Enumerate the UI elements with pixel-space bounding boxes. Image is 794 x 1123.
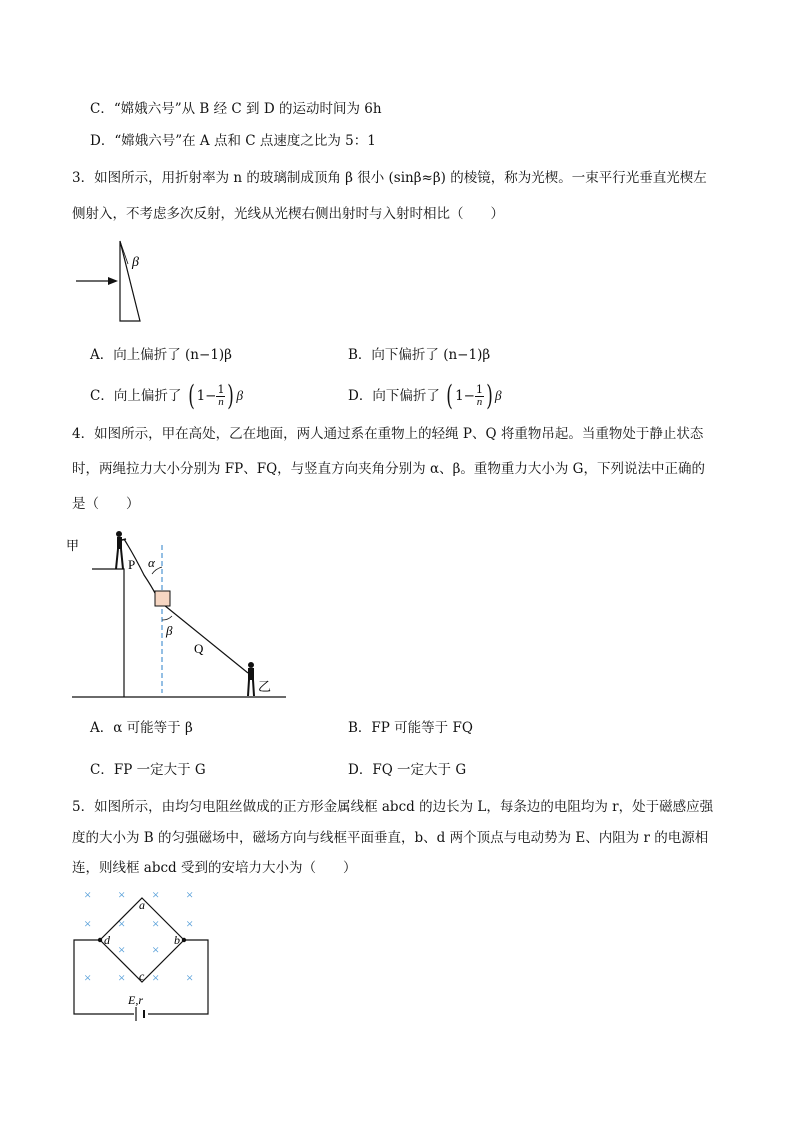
label-q: Q — [194, 641, 204, 656]
q3-stem-line1: 3．如图所示，用折射率为 n 的玻璃制成顶角 β 很小 (sinβ≈β) 的棱镜，称为光楔。一束平行光垂直光楔左 — [72, 170, 707, 186]
q4-option-a[interactable]: A．α 可能等于 β — [90, 720, 193, 736]
svg-text:×: × — [84, 970, 92, 985]
paren-left: ( — [187, 379, 195, 412]
label-yi: 乙 — [258, 679, 272, 694]
vertex-helper-line — [120, 241, 128, 264]
q4-rope-figure — [66, 525, 292, 703]
q3-option-d-prefix: D．向下偏折了 — [348, 388, 440, 404]
rope-q — [164, 605, 248, 673]
svg-text:×: × — [152, 942, 160, 957]
label-beta: β — [166, 623, 173, 638]
svg-text:×: × — [118, 970, 126, 985]
q3-stem-line2: 侧射入，不考虑多次反射，光线从光楔右侧出射时与入射时相比（ ） — [72, 206, 504, 222]
paren-left: ( — [446, 379, 453, 412]
label-source-er: E,r — [128, 993, 143, 1007]
svg-text:×: × — [118, 916, 126, 931]
q5-stem-line1: 5．如图所示，由均匀电阻丝做成的正方形金属线框 abcd 的边长为 L，每条边的电阻均为 r，处于磁感应强 — [72, 799, 714, 815]
optical-wedge — [120, 241, 140, 321]
q5-stem-line3: 连，则线框 abcd 受到的安培力大小为（ ） — [72, 860, 357, 876]
q3-option-c-prefix: C．向上偏折了 — [90, 388, 182, 404]
svg-text:×: × — [152, 970, 160, 985]
fraction-one-over-n: $\frac{1}{n}$ — [475, 383, 483, 408]
q3-c-one-minus: 1− — [196, 388, 217, 404]
svg-text:×: × — [84, 916, 92, 931]
q3-c-beta: β — [236, 388, 244, 403]
q4-stem-line3: 是（ ） — [72, 496, 140, 512]
q3-option-a[interactable]: A．向上偏折了 (n−1)β — [90, 347, 232, 363]
q3-beta-label: β — [132, 255, 139, 270]
svg-text:×: × — [186, 970, 194, 985]
label-alpha: α — [148, 555, 155, 570]
svg-text:×: × — [118, 942, 126, 957]
q3-wedge-figure — [72, 236, 162, 328]
svg-text:×: × — [152, 887, 160, 902]
q4-option-c[interactable]: C．FP 一定大于 G — [90, 762, 206, 778]
q5-stem-line2: 度的大小为 B 的匀强磁场中，磁场方向与线框平面垂直，b、d 两个顶点与电动势为 E、内阻为 r 的电源相 — [72, 830, 709, 846]
q3-option-c[interactable] — [90, 381, 243, 411]
q4-option-b[interactable]: B．FP 可能等于 FQ — [348, 720, 473, 736]
q5-circuit-figure — [70, 884, 215, 1019]
svg-text:×: × — [118, 887, 126, 902]
q3-option-b[interactable]: B．向下偏折了 (n−1)β — [348, 347, 491, 363]
label-b: b — [174, 933, 180, 947]
label-a: a — [139, 898, 145, 912]
arrow-right-icon — [108, 277, 118, 285]
svg-text:×: × — [186, 887, 194, 902]
high-platform — [92, 569, 124, 697]
q3-option-d[interactable] — [348, 381, 502, 411]
weight-block — [155, 591, 170, 606]
paren-right: ) — [227, 379, 235, 412]
q2-option-d[interactable]: D．“嫦娥六号”在 A 点和 C 点速度之比为 5：1 — [90, 133, 376, 149]
paren-right: ) — [486, 379, 493, 412]
person-yi-icon — [248, 662, 254, 696]
label-jia: 甲 — [66, 538, 80, 553]
fraction-one-over-n: $\frac{1}{n}$ — [217, 383, 225, 408]
label-d: d — [104, 933, 110, 947]
svg-text:×: × — [152, 916, 160, 931]
q3-d-one-minus: 1− — [455, 388, 475, 404]
person-jia-icon — [116, 531, 126, 569]
q2-option-c[interactable]: C．“嫦娥六号”从 B 经 C 到 D 的运动时间为 6h — [90, 101, 382, 117]
svg-text:×: × — [84, 887, 92, 902]
q4-stem-line2: 时，两绳拉力大小分别为 FP、FQ，与竖直方向夹角分别为 α、β。重物重力大小为 G，下列说法中正确的 — [72, 461, 705, 477]
beta-arc — [162, 616, 172, 620]
q4-stem-line1: 4．如图所示，甲在高处，乙在地面，两人通过系在重物上的轻绳 P、Q 将重物吊起。当重物处于静止状态 — [72, 426, 704, 442]
q3-d-beta: β — [494, 388, 502, 403]
label-p: P — [128, 557, 136, 572]
svg-text:×: × — [186, 916, 194, 931]
q4-option-d[interactable]: D．FQ 一定大于 G — [348, 762, 467, 778]
label-c: c — [139, 969, 145, 983]
